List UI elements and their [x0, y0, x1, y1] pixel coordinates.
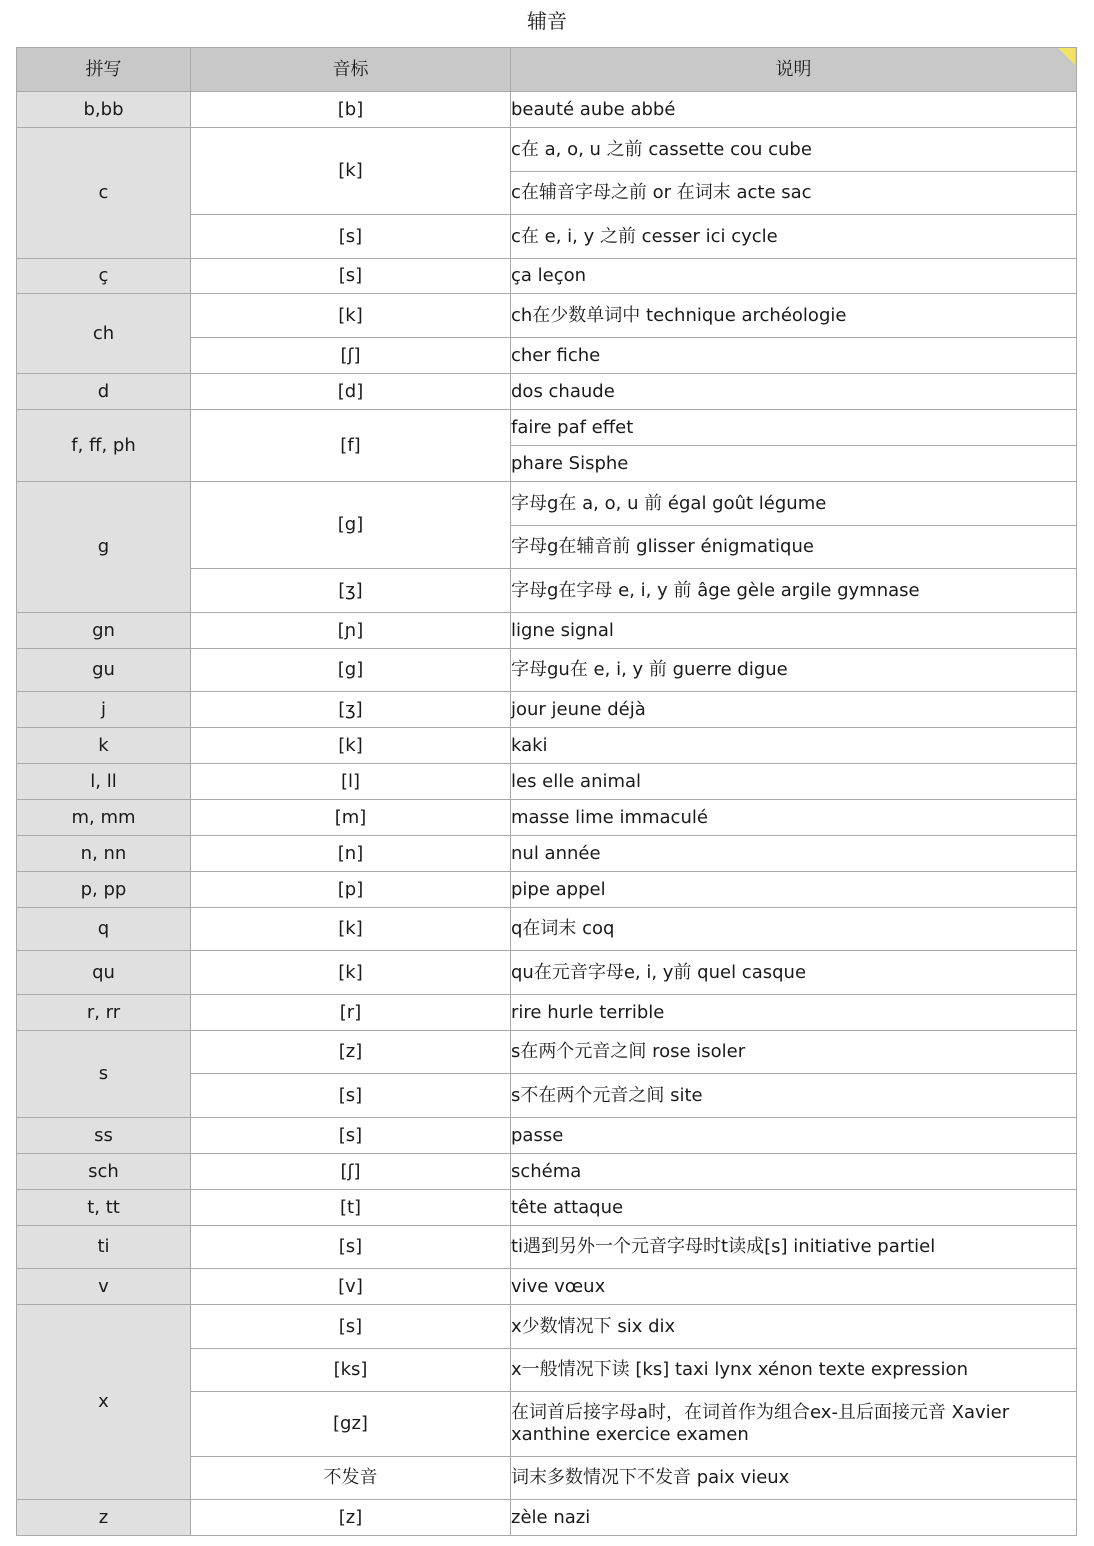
spelling-cell: n, nn [17, 836, 191, 872]
description-cell: c在 e, i, y 之前 cesser ici cycle [511, 215, 1077, 259]
description-cell: cher fiche [511, 338, 1077, 374]
spelling-cell: s [17, 1031, 191, 1118]
description-cell: pipe appel [511, 872, 1077, 908]
spelling-cell: ç [17, 259, 191, 294]
description-cell: ça leçon [511, 259, 1077, 294]
phonetic-cell: [s] [191, 259, 511, 294]
spelling-cell: l, ll [17, 764, 191, 800]
spelling-cell: q [17, 908, 191, 951]
description-cell: faire paf effet [511, 410, 1077, 446]
table-row [17, 951, 1077, 995]
phonetic-cell: [s] [191, 1226, 511, 1269]
phonetic-cell: [ʃ] [191, 338, 511, 374]
description-cell: beauté aube abbé [511, 92, 1077, 128]
phonetic-cell: [k] [191, 728, 511, 764]
phonetic-cell: [s] [191, 1305, 511, 1349]
table-row [17, 995, 1077, 1031]
spelling-cell: g [17, 482, 191, 613]
table-row [17, 374, 1077, 410]
description-cell: masse lime immaculé [511, 800, 1077, 836]
table-row [17, 1226, 1077, 1269]
spelling-cell: c [17, 128, 191, 259]
header-spelling: 拼写 [17, 48, 191, 92]
description-cell: passe [511, 1118, 1077, 1154]
spelling-cell: f, ff, ph [17, 410, 191, 482]
phonetic-cell: [r] [191, 995, 511, 1031]
spelling-cell: v [17, 1269, 191, 1305]
phonetic-cell: [k] [191, 951, 511, 995]
phonetic-cell: [g] [191, 649, 511, 692]
spelling-cell: ti [17, 1226, 191, 1269]
spelling-cell: b,bb [17, 92, 191, 128]
description-cell: rire hurle terrible [511, 995, 1077, 1031]
phonetic-cell: [ʃ] [191, 1154, 511, 1190]
spelling-cell: t, tt [17, 1190, 191, 1226]
description-cell: schéma [511, 1154, 1077, 1190]
phonetic-cell: [l] [191, 764, 511, 800]
table-row [17, 259, 1077, 294]
spelling-cell: ss [17, 1118, 191, 1154]
phonetic-cell: [p] [191, 872, 511, 908]
phonetic-cell: 不发音 [191, 1457, 511, 1500]
description-cell: kaki [511, 728, 1077, 764]
description-cell: ti遇到另外一个元音字母时t读成[s] initiative partiel [511, 1226, 1077, 1269]
description-cell: vive vœux [511, 1269, 1077, 1305]
phonetic-cell: [f] [191, 410, 511, 482]
description-cell: 词末多数情况下不发音 paix vieux [511, 1457, 1077, 1500]
description-cell: 字母g在 a, o, u 前 égal goût légume [511, 482, 1077, 526]
phonetic-cell: [k] [191, 294, 511, 338]
spelling-cell: p, pp [17, 872, 191, 908]
table-row [17, 1118, 1077, 1154]
description-cell: q在词末 coq [511, 908, 1077, 951]
table-row [17, 1305, 1077, 1349]
description-cell: jour jeune déjà [511, 692, 1077, 728]
phonetic-cell: [ʒ] [191, 692, 511, 728]
phonetic-cell: [z] [191, 1500, 511, 1536]
description-cell: 字母g在辅音前 glisser énigmatique [511, 526, 1077, 569]
table-row [17, 728, 1077, 764]
phonetic-cell: [n] [191, 836, 511, 872]
phonetic-cell: [k] [191, 128, 511, 215]
spelling-cell: x [17, 1305, 191, 1500]
table-row [17, 482, 1077, 526]
phonetic-cell: [t] [191, 1190, 511, 1226]
spelling-cell: gn [17, 613, 191, 649]
spelling-cell: m, mm [17, 800, 191, 836]
table-row [17, 294, 1077, 338]
description-cell: qu在元音字母e, i, y前 quel casque [511, 951, 1077, 995]
phonetic-cell: [s] [191, 215, 511, 259]
description-cell: s在两个元音之间 rose isoler [511, 1031, 1077, 1074]
table-row [17, 649, 1077, 692]
header-description: 说明 [511, 48, 1077, 92]
description-cell: s不在两个元音之间 site [511, 1074, 1077, 1118]
table-body [17, 92, 1077, 1536]
phonetic-cell: [z] [191, 1031, 511, 1074]
spelling-cell: k [17, 728, 191, 764]
spelling-cell: gu [17, 649, 191, 692]
comment-marker-icon [1058, 48, 1075, 65]
description-cell: ch在少数单词中 technique archéologie [511, 294, 1077, 338]
phonetic-cell: [d] [191, 374, 511, 410]
table-row [17, 800, 1077, 836]
description-cell: tête attaque [511, 1190, 1077, 1226]
description-cell: 字母g在字母 e, i, y 前 âge gèle argile gymnase [511, 569, 1077, 613]
description-cell: les elle animal [511, 764, 1077, 800]
phonetic-cell: [g] [191, 482, 511, 569]
description-cell: ligne signal [511, 613, 1077, 649]
table-row [17, 836, 1077, 872]
spelling-cell: ch [17, 294, 191, 374]
description-cell: nul année [511, 836, 1077, 872]
description-cell: 在词首后接字母a时，在词首作为组合ex-且后面接元音 Xavier xanthine exercice examen [511, 1392, 1077, 1457]
phonetic-cell: [s] [191, 1074, 511, 1118]
table-header-row [17, 48, 1077, 92]
table-row [17, 128, 1077, 172]
spelling-cell: j [17, 692, 191, 728]
phonetic-cell: [ʒ] [191, 569, 511, 613]
consonant-table [16, 47, 1077, 1536]
phonetic-cell: [m] [191, 800, 511, 836]
spelling-cell: sch [17, 1154, 191, 1190]
description-cell: c在辅音字母之前 or 在词末 acte sac [511, 172, 1077, 215]
phonetic-cell: [b] [191, 92, 511, 128]
table-row [17, 764, 1077, 800]
description-cell: phare Sisphe [511, 446, 1077, 482]
phonetic-cell: [s] [191, 1118, 511, 1154]
spelling-cell: z [17, 1500, 191, 1536]
table-row [17, 92, 1077, 128]
page-title: 辅音 [527, 9, 567, 33]
description-cell: x少数情况下 six dix [511, 1305, 1077, 1349]
table-row [17, 908, 1077, 951]
table-row [17, 410, 1077, 446]
spelling-cell: r, rr [17, 995, 191, 1031]
table-row [17, 1269, 1077, 1305]
phonetic-cell: [gz] [191, 1392, 511, 1457]
spelling-cell: d [17, 374, 191, 410]
table-row [17, 1190, 1077, 1226]
description-cell: dos chaude [511, 374, 1077, 410]
phonetic-cell: [v] [191, 1269, 511, 1305]
description-cell: 字母gu在 e, i, y 前 guerre digue [511, 649, 1077, 692]
spelling-cell: qu [17, 951, 191, 995]
header-phonetic: 音标 [191, 48, 511, 92]
description-cell: c在 a, o, u 之前 cassette cou cube [511, 128, 1077, 172]
phonetic-cell: [ɲ] [191, 613, 511, 649]
table-row [17, 692, 1077, 728]
description-cell: zèle nazi [511, 1500, 1077, 1536]
table-row [17, 613, 1077, 649]
table-row [17, 872, 1077, 908]
table-row [17, 1500, 1077, 1536]
phonetic-cell: [ks] [191, 1349, 511, 1392]
phonetic-cell: [k] [191, 908, 511, 951]
table-row [17, 1154, 1077, 1190]
table-row [17, 1031, 1077, 1074]
description-cell: x一般情况下读 [ks] taxi lynx xénon texte expression [511, 1349, 1077, 1392]
